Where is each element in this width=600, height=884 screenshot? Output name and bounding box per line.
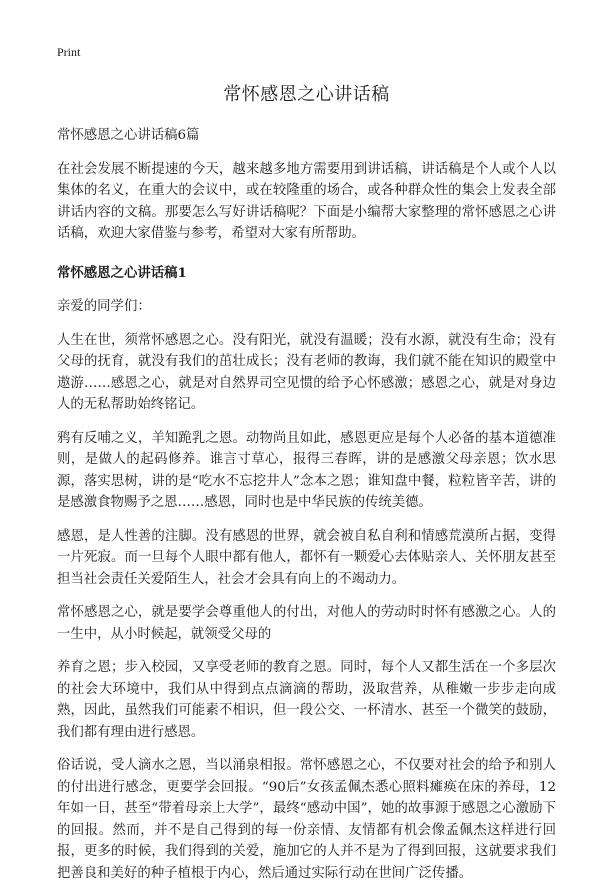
document-subtitle: 常怀感恩之心讲话稿6篇 [57,128,200,143]
body-paragraph: 鸦有反哺之义，羊知跪乳之恩。动物尚且如此，感恩更应是每个人必备的基本道德准则，是做人的起码修养。谁言寸草心，报得三春晖，讲的是感激父母亲恩；饮水思源，落实思树，讲的是“吃水不忘挖井人”念本之恩；谁知盘中餐，粒粒皆辛苦，讲的是感激食物赐予之恩……感恩，同时也是中华民族的传统美德。 [57,430,556,510]
document-title: 常怀感恩之心讲话稿 [223,84,390,105]
body-paragraph: 俗话说，受人滴水之恩，当以涌泉相报。常怀感恩之心，不仅要对社会的给予和别人的付出进行感念，更要学会回报。“90后”女孩孟佩杰悉心照料瘫痪在床的养母，12年如一日，甚至“带着母亲上大学”，最终“感动中国”，她的故事源于感恩之心激励下的回报。然而，并不是自己得到的每一份亲情、友情都有机会像孟佩杰这样进行回报，更多的时候，我们得到的关爱，施加它的人并不是为了得到回报，这就要求我们把善良和美好的种子植根于内心，然后通过实际行动在世间广泛传播。 [57,758,556,881]
greeting: 亲爱的同学们： [57,299,151,314]
body-paragraph: 养育之恩；步入校园，又享受老师的教育之恩。同时，每个人又都生活在一个多层次的社会大环境中，我们从中得到点点滴滴的帮助，汲取营养，从稚嫩一步步走向成熟，因此，虽然我们可能素不相识，但一段公交、一杯清水、甚至一个微笑的鼓励，我们都有理由进行感恩。 [57,660,556,740]
print-link[interactable]: Print [57,45,81,59]
body-paragraph: 人生在世，须常怀感恩之心。没有阳光，就没有温暖；没有水源，就没有生命；没有父母的抚育，就没有我们的茁壮成长；没有老师的教诲，我们就不能在知识的殿堂中遨游……感恩之心，就是对自然界司空见惯的给予心怀感激；感恩之心，就是对身边人的无私帮助始终铭记。 [57,332,556,412]
intro-paragraph: 在社会发展不断提速的今天，越来越多地方需要用到讲话稿，讲话稿是个人或个人以集体的名义，在重大的会议中，或在较隆重的场合，或各种群众性的集会上发表全部讲话内容的文稿。那要怎么写好讲话稿呢？下面是小编帮大家整理的常怀感恩之心讲话稿，欢迎大家借鉴与参考，希望对大家有所帮助。 [57,161,556,241]
body-paragraph: 常怀感恩之心，就是要学会尊重他人的付出，对他人的劳动时时怀有感激之心。人的一生中，从小时候起，就领受父母的 [57,605,556,642]
body-paragraph: 感恩，是人性善的注脚。没有感恩的世界，就会被自私自利和情感荒漠所占据，变得一片死寂。而一旦每个人眼中都有他人，都怀有一颗爱心去体贴亲人、关怀朋友甚至担当社会责任关爱陌生人，社会才会具有向上的不竭动力。 [57,528,556,587]
section-heading: 常怀感恩之心讲话稿1 [57,264,187,281]
